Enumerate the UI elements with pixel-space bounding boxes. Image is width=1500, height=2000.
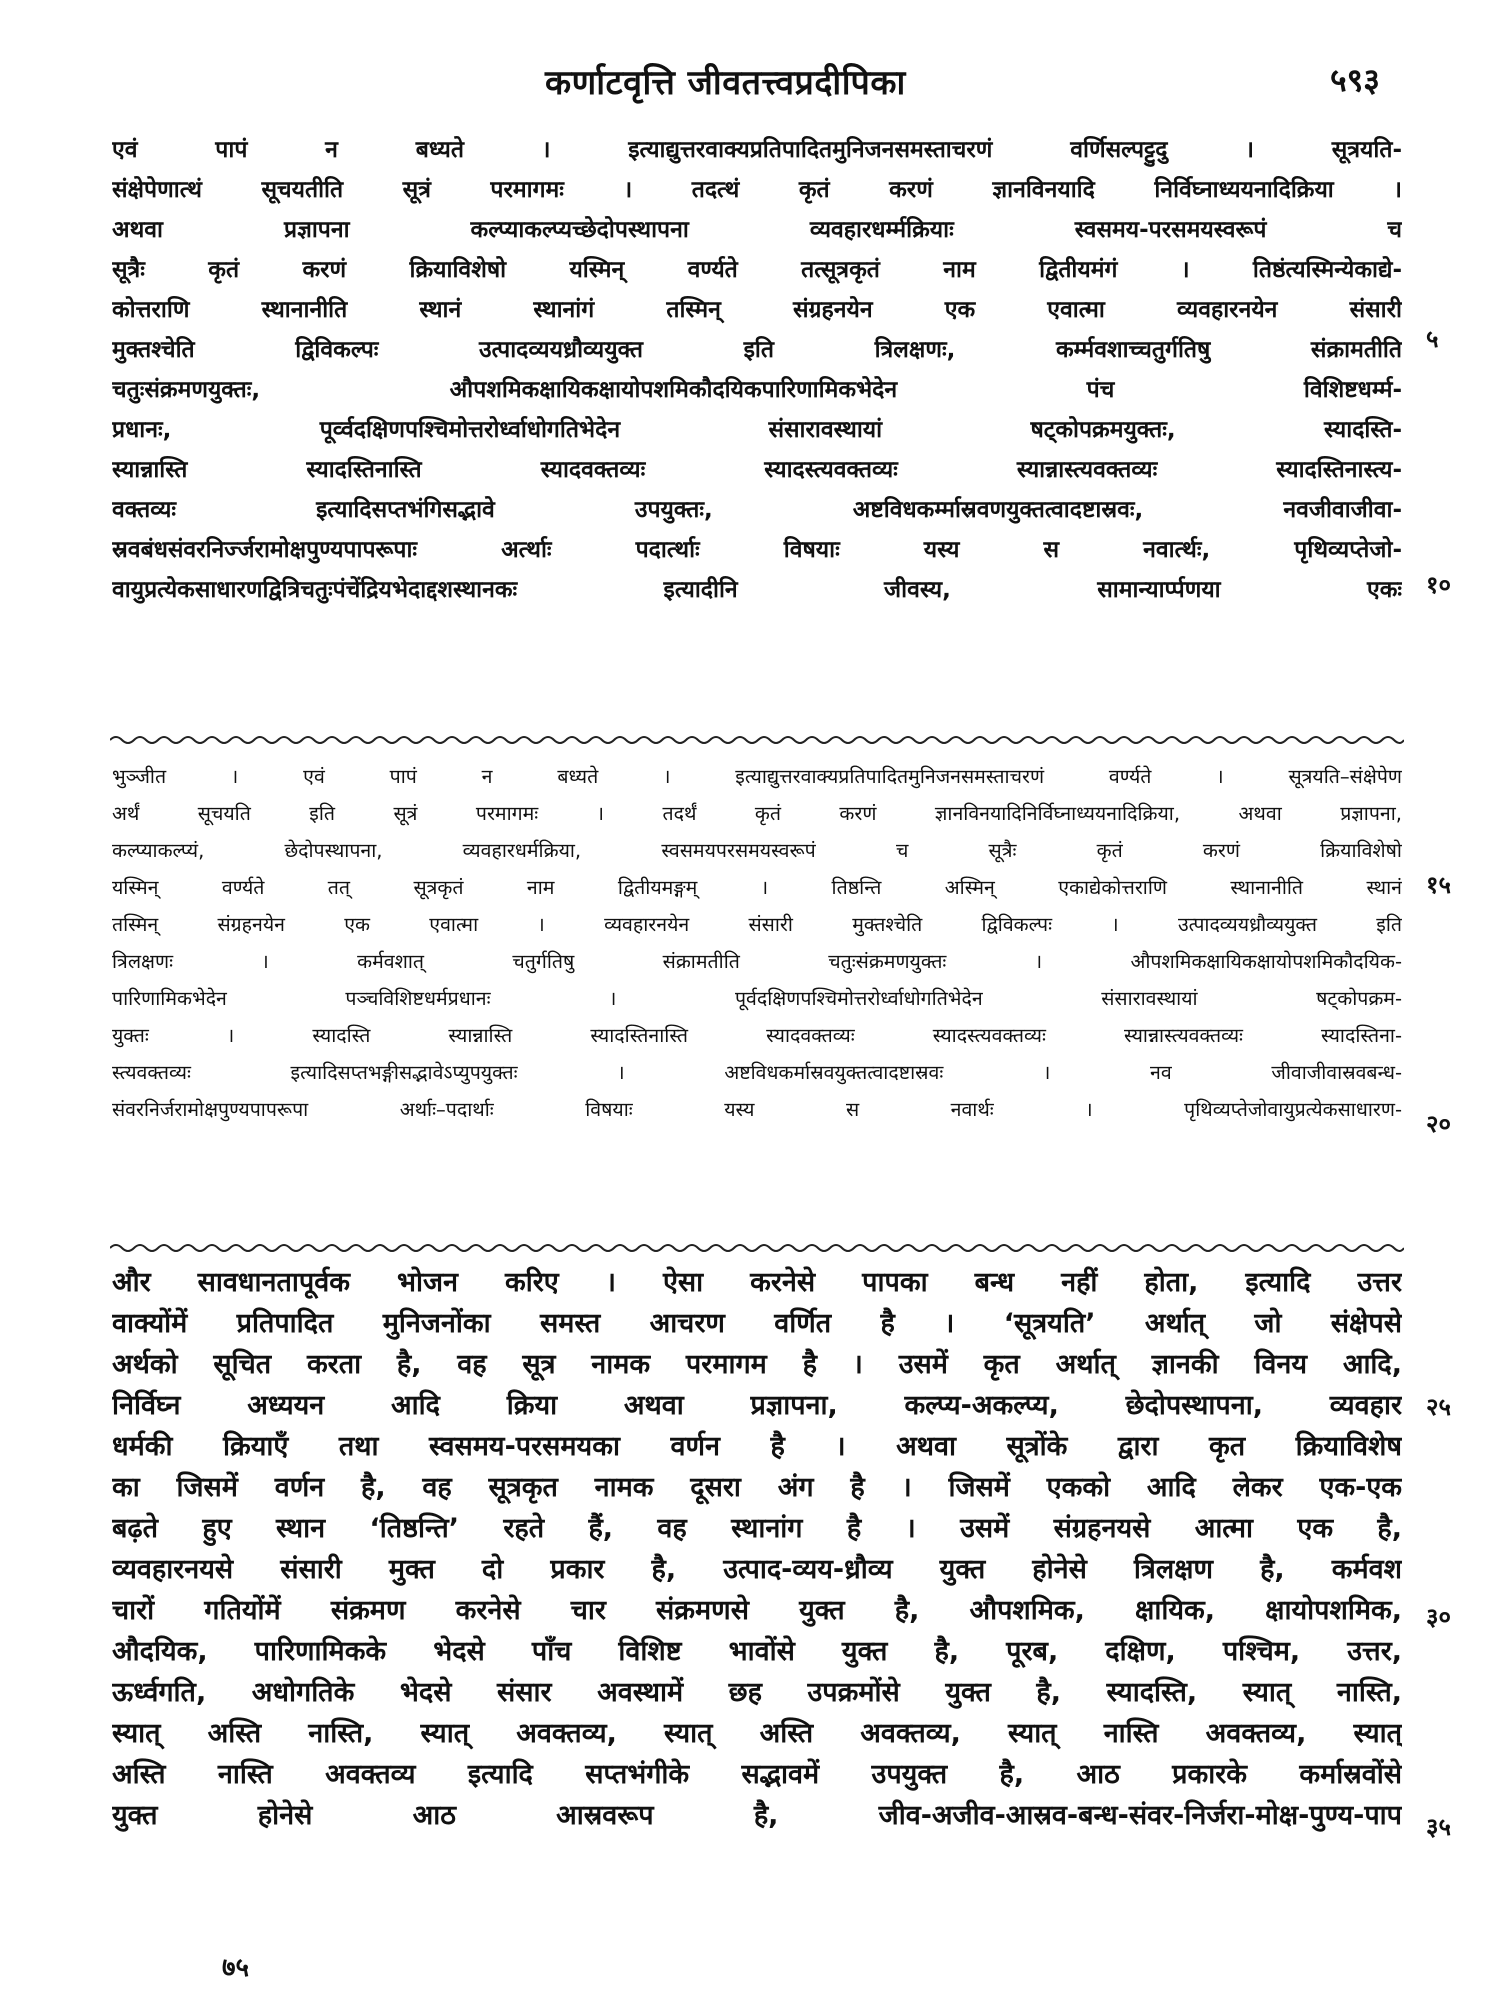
page-header bbox=[0, 58, 1500, 108]
margin-line-number: २५ bbox=[1426, 1393, 1451, 1421]
wavy-separator bbox=[110, 730, 1404, 750]
text-line: संवरनिर्जरामोक्षपुण्यपापरूपा अर्थाः–पदार्थाः विषयाः यस्य स नवार्थः । पृथिव्यप्तेजोवायुप्रत्येकसाधारण- bbox=[112, 1098, 1402, 1121]
text-line: प्रधानः, पूर्व्वदक्षिणपश्चिमोत्तरोर्ध्वाधोगतिभेदेन संसारावस्थायां षट्कोपक्रमयुक्तः, स्यादस्ति- bbox=[112, 417, 1402, 443]
text-line: कोत्तराणि स्थानानीति स्थानं स्थानांगं तस्मिन् संग्रहनयेन एक एवात्मा व्यवहारनयेन संसारी bbox=[112, 297, 1402, 323]
text-line: स्त्यवक्तव्यः इत्यादिसप्तभङ्गीसद्भावेऽप्युपयुक्तः । अष्टविधकर्मास्रवयुक्तत्वादष्टास्रवः । नव जीवाजीवास्रवबन्ध- bbox=[112, 1061, 1402, 1084]
text-line: अर्थको सूचित करता है, वह सूत्र नामक परमागम है । उसमें कृत अर्थात् ज्ञानकी विनय आदि, bbox=[112, 1349, 1402, 1380]
text-line: यस्मिन् वर्ण्यते तत् सूत्रकृतं नाम द्वितीयमङ्गम् । तिष्ठन्ति अस्मिन् एकाद्येकोत्तराणि स्थानानीति स्थानं bbox=[112, 876, 1402, 899]
text-line: अस्ति नास्ति अवक्तव्य इत्यादि सप्तभंगीके सद्भावमें उपयुक्त है, आठ प्रकारके कर्मास्रवोंसे bbox=[112, 1759, 1402, 1790]
text-line: वाक्योंमें प्रतिपादित मुनिजनोंका समस्त आचरण वर्णित है । ‘सूत्रयति’ अर्थात् जो संक्षेपसे bbox=[112, 1308, 1402, 1339]
hindi-translation-block bbox=[112, 1262, 1402, 1836]
text-line: स्यान्नास्ति स्यादस्तिनास्ति स्यादवक्तव्यः स्यादस्त्यवक्तव्यः स्यान्नास्त्यवक्तव्यः स्यादस्तिनास्त्य- bbox=[112, 457, 1402, 483]
text-line: ऊर्ध्वगति, अधोगतिके भेदसे संसार अवस्थामें छह उपक्रमोंसे युक्त है, स्यादस्ति, स्यात् नास्ति, bbox=[112, 1677, 1402, 1708]
wavy-separator bbox=[110, 1238, 1404, 1258]
text-line: धर्मकी क्रियाएँ तथा स्वसमय-परसमयका वर्णन है । अथवा सूत्रोंके द्वारा कृत क्रियाविशेष bbox=[112, 1431, 1402, 1462]
text-line: चारों गतियोंमें संक्रमण करनेसे चार संक्रमणसे युक्त है, औपशमिक, क्षायिक, क्षायोपशमिक, bbox=[112, 1595, 1402, 1626]
margin-line-number: ३५ bbox=[1426, 1813, 1451, 1841]
kannada-commentary-sanskrit-block bbox=[112, 130, 1402, 610]
text-line: वायुप्रत्येकसाधारणद्वित्रिचतुःपंचेंद्रियभेदाद्दशस्थानकः इत्यादीनि जीवस्य, सामान्यार्प्पणया एकः bbox=[112, 577, 1402, 603]
text-line: संक्षेपेणात्थं सूचयतीति सूत्रं परमागमः । तदत्थं कृतं करणं ज्ञानविनयादि निर्विघ्नाध्ययनादिक्रिया । bbox=[112, 177, 1402, 203]
text-line: का जिसमें वर्णन है, वह सूत्रकृत नामक दूसरा अंग है । जिसमें एकको आदि लेकर एक-एक bbox=[112, 1472, 1402, 1503]
text-line: स्रवबंधसंवरनिर्ज्जरामोक्षपुण्यपापरूपाः अर्त्थाः पदार्त्थाः विषयाः यस्य स नवार्त्थः, पृथिव्यप्तेजो- bbox=[112, 537, 1402, 563]
margin-line-number: १५ bbox=[1426, 871, 1451, 899]
margin-line-number: २० bbox=[1426, 1110, 1451, 1138]
text-line: पारिणामिकभेदेन पञ्चविशिष्टधर्मप्रधानः । पूर्वदक्षिणपश्चिमोत्तरोर्ध्वाधोगतिभेदेन संसारावस्थायां षट्कोपक्रम- bbox=[112, 987, 1402, 1010]
text-line: औदयिक, पारिणामिकके भेदसे पाँच विशिष्ट भावोंसे युक्त है, पूरब, दक्षिण, पश्चिम, उत्तर, bbox=[112, 1636, 1402, 1667]
margin-line-number: ५ bbox=[1426, 325, 1439, 353]
sanskrit-commentary-block bbox=[112, 758, 1402, 1128]
running-title: कर्णाटवृत्ति जीवतत्त्वप्रदीपिका bbox=[545, 63, 906, 103]
text-line: तस्मिन् संग्रहनयेन एक एवात्मा । व्यवहारनयेन संसारी मुक्तश्चेति द्विविकल्पः । उत्पादव्ययध्रौव्ययुक्त इति bbox=[112, 913, 1402, 936]
text-line: कल्प्याकल्प्यं, छेदोपस्थापना, व्यवहारधर्मक्रिया, स्वसमयपरसमयस्वरूपं च सूत्रैः कृतं करणं क्रियाविशेषो bbox=[112, 839, 1402, 862]
text-line: त्रिलक्षणः । कर्मवशात् चतुर्गतिषु संक्रामतीति चतुःसंक्रमणयुक्तः । औपशमिकक्षायिकक्षायोपशमिकौदयिक- bbox=[112, 950, 1402, 973]
text-line: निर्विघ्न अध्ययन आदि क्रिया अथवा प्रज्ञापना, कल्प्य-अकल्प्य, छेदोपस्थापना, व्यवहार bbox=[112, 1390, 1402, 1421]
text-line: स्यात् अस्ति नास्ति, स्यात् अवक्तव्य, स्यात् अस्ति अवक्तव्य, स्यात् नास्ति अवक्तव्य, स्यात् bbox=[112, 1718, 1402, 1749]
text-line: एवं पापं न बध्यते । इत्याद्युत्तरवाक्यप्रतिपादितमुनिजनसमस्ताचरणं वर्णिसल्पट्टुदु । सूत्रयति- bbox=[112, 137, 1402, 163]
text-line: मुक्तश्चेति द्विविकल्पः उत्पादव्ययध्रौव्ययुक्त इति त्रिलक्षणः, कर्म्मवशाच्चतुर्गतिषु संक्रामतीति bbox=[112, 337, 1402, 363]
text-line: अर्थं सूचयति इति सूत्रं परमागमः । तदर्थं कृतं करणं ज्ञानविनयादिनिर्विघ्नाध्ययनादिक्रिया, अथवा प्रज्ञापना, bbox=[112, 802, 1402, 825]
text-line: चतुःसंक्रमणयुक्तः, औपशमिकक्षायिकक्षायोपशमिकौदयिकपारिणामिकभेदेन पंच विशिष्टधर्म्म- bbox=[112, 377, 1402, 403]
text-line: युक्त होनेसे आठ आस्रवरूप है, जीव-अजीव-आस्रव-बन्ध-संवर-निर्जरा-मोक्ष-पुण्य-पाप bbox=[112, 1800, 1402, 1831]
margin-line-number: १० bbox=[1426, 571, 1451, 599]
signature-mark: ७५ bbox=[222, 1953, 250, 1983]
page-number: ५९३ bbox=[1330, 61, 1380, 99]
text-line: बढ़ते हुए स्थान ‘तिष्ठन्ति’ रहते हैं, वह स्थानांग है । उसमें संग्रहनयसे आत्मा एक है, bbox=[112, 1513, 1402, 1544]
text-line: अथवा प्रज्ञापना कल्प्याकल्प्यच्छेदोपस्थापना व्यवहारधर्म्मक्रियाः स्वसमय-परसमयस्वरूपं च bbox=[112, 217, 1402, 243]
text-line: वक्तव्यः इत्यादिसप्तभंगिसद्भावे उपयुक्तः, अष्टविधकर्म्मास्रवणयुक्तत्वादष्टास्रवः, नवजीवाजीवा- bbox=[112, 497, 1402, 523]
margin-line-number: ३० bbox=[1426, 1603, 1451, 1631]
text-line: व्यवहारनयसे संसारी मुक्त दो प्रकार है, उत्पाद-व्यय-ध्रौव्य युक्त होनेसे त्रिलक्षण है, कर्मवश bbox=[112, 1554, 1402, 1585]
text-line: युक्तः । स्यादस्ति स्यान्नास्ति स्यादस्तिनास्ति स्यादवक्तव्यः स्यादस्त्यवक्तव्यः स्यान्नास्त्यवक्तव्यः स्यादस्तिना- bbox=[112, 1024, 1402, 1047]
text-line: और सावधानतापूर्वक भोजन करिए । ऐसा करनेसे पापका बन्ध नहीं होता, इत्यादि उत्तर bbox=[112, 1267, 1402, 1298]
text-line: सूत्रैः कृतं करणं क्रियाविशेषो यस्मिन् वर्ण्यते तत्सूत्रकृतं नाम द्वितीयमंगं । तिष्ठंत्यस्मिन्येकाद्ये- bbox=[112, 257, 1402, 283]
text-line: भुञ्जीत । एवं पापं न बध्यते । इत्याद्युत्तरवाक्यप्रतिपादितमुनिजनसमस्ताचरणं वर्ण्यते । सूत्रयति–संक्षेपेण bbox=[112, 765, 1402, 788]
